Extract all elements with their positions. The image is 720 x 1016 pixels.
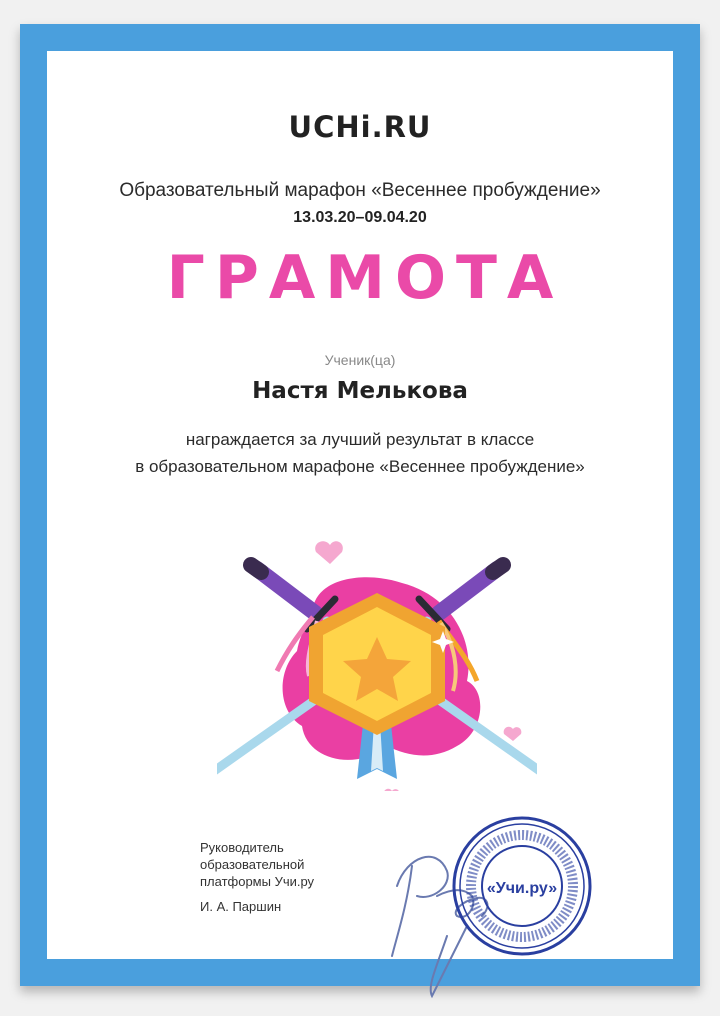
round-seal-icon xyxy=(447,811,597,961)
signer-line3: платформы Учи.ру xyxy=(200,874,315,889)
signer-title xyxy=(200,839,314,890)
award-text-line2: в образовательном марафоне «Весеннее пробуждение» xyxy=(135,457,585,476)
award-text-line1: награждается за лучший результат в классе xyxy=(185,430,535,449)
medal-star-swords-icon xyxy=(217,521,537,791)
certificate-paper xyxy=(47,51,673,959)
signer-name: И. А. Паршин xyxy=(200,899,282,914)
signer-line2: образовательной xyxy=(200,857,305,872)
stamp-center-text: «Учи.ру» xyxy=(486,880,558,897)
marathon-dates: 13.03.20–09.04.20 xyxy=(293,209,427,226)
uchi-logo: UCHi.RU xyxy=(288,110,432,144)
student-name: Настя Мелькова xyxy=(252,378,468,404)
certificate-title: ГРАМОТА xyxy=(166,243,564,313)
certificate-frame xyxy=(20,24,700,986)
marathon-title: Образовательный марафон «Весеннее пробуждение» xyxy=(119,180,601,201)
student-label: Ученик(ца) xyxy=(324,352,396,368)
signer-line1: Руководитель xyxy=(200,840,284,855)
